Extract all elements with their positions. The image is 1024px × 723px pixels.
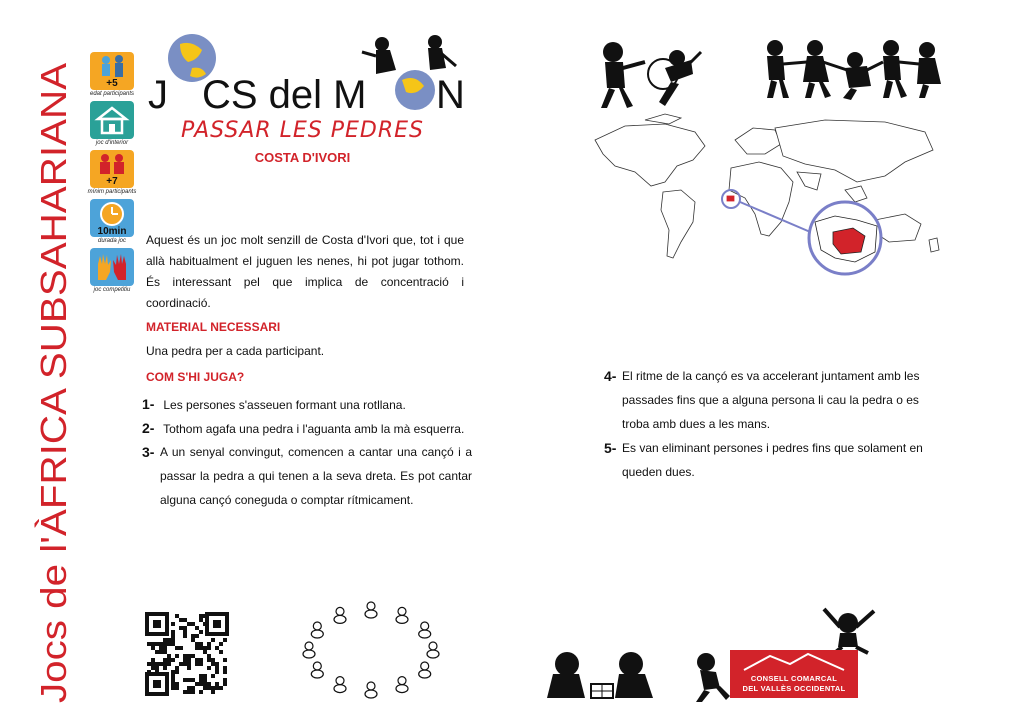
brand-j: J — [148, 73, 168, 117]
intro-text: Aquest és un joc molt senzill de Costa d'Ivori que, tot i que allà habitualment el juguen les nenes, hi pot jugar tothom. És interessant pel que implica de concentració i coordinació. — [146, 233, 464, 310]
step-3 — [142, 440, 472, 512]
step-4 — [604, 364, 934, 436]
seated-child — [336, 677, 344, 685]
step-5 — [604, 436, 934, 484]
seated-child — [367, 682, 375, 690]
step-number: 5- — [604, 440, 617, 456]
seated-child — [305, 642, 313, 650]
game-country: COSTA D'IVORI — [254, 150, 351, 165]
age-value: +5 — [106, 78, 118, 88]
seated-child — [398, 677, 406, 685]
seated-child — [421, 662, 429, 670]
seated-child-body — [427, 650, 439, 658]
step-number: 3- — [142, 444, 155, 460]
players-value: +7 — [106, 176, 118, 186]
council-line2: DEL VALLÈS OCCIDENTAL — [742, 684, 846, 693]
players-caption: mínim participants — [87, 189, 137, 195]
step-2 — [142, 416, 472, 441]
kid-jumping-illustration — [818, 605, 880, 655]
kids-dancing-illustration — [755, 38, 950, 100]
indoor-icon — [90, 101, 134, 139]
seated-child-body — [419, 630, 431, 638]
seated-child-body — [303, 650, 315, 658]
material-text: Una pedra per a cada participant. — [146, 344, 325, 358]
seated-child-body — [396, 615, 408, 623]
info-icons — [87, 52, 140, 297]
step-text: Es van eliminant persones i pedres fins que solament en queden dues. — [622, 441, 923, 479]
step-text: El ritme de la cançó es va accelerant juntament amb les passades fins que a alguna persona li cau la pedra o es troba amb dues a les mans. — [622, 369, 920, 431]
seated-child-body — [396, 685, 408, 693]
children-circle-illustration — [296, 600, 446, 700]
seated-child-body — [365, 690, 377, 698]
kids-board-game-illustration — [545, 640, 655, 702]
competitive-caption: joc competitiu — [93, 287, 131, 293]
game-title: PASSAR LES PEDRES — [180, 118, 425, 143]
step-text: Les persones s'asseuen formant una rotllana. — [163, 398, 406, 412]
brand-logo — [140, 30, 470, 120]
how-heading: COM S'HI JUGA? — [146, 370, 245, 384]
seated-child-body — [334, 685, 346, 693]
seated-child — [398, 607, 406, 615]
seated-child — [367, 602, 375, 610]
seated-child-body — [311, 670, 323, 678]
age-icon — [90, 52, 134, 90]
kids-playing-illustration — [595, 38, 710, 110]
hands-icon — [90, 248, 134, 286]
kids-figures-icon — [362, 35, 456, 74]
indoor-caption: joc d'interior — [95, 140, 129, 146]
series-title — [28, 38, 78, 708]
step-text: A un senyal convingut, comencen a cantar una cançó i a passar la pedra a qui tenen a la seva dreta. Es pot cantar alguna cançó coneguda o comptar rítmicament. — [160, 445, 472, 507]
step-number: 2- — [142, 420, 155, 436]
council-line1: CONSELL COMARCAL — [750, 674, 838, 683]
seated-child-body — [419, 670, 431, 678]
seated-child — [336, 607, 344, 615]
brand-n: N — [436, 73, 465, 117]
seated-child — [313, 662, 321, 670]
council-logo — [730, 650, 858, 698]
material-heading: MATERIAL NECESSARI — [146, 320, 281, 334]
seated-child-body — [334, 615, 346, 623]
age-caption: edat participants — [89, 91, 135, 97]
step-text: Tothom agafa una pedra i l'aguanta amb la mà esquerra. — [163, 422, 465, 436]
world-map — [585, 110, 965, 285]
series-title-text: Jocs de l'ÀFRICA SUBSAHARIANA — [33, 131, 74, 703]
duration-value: 10min — [97, 226, 127, 235]
seated-child — [313, 622, 321, 630]
seated-child-body — [311, 630, 323, 638]
seated-child — [429, 642, 437, 650]
kid-running-illustration — [690, 652, 730, 702]
step-number: 4- — [604, 368, 617, 384]
mountains-icon — [730, 650, 858, 672]
step-1 — [142, 392, 472, 417]
duration-caption: durada joc — [97, 238, 127, 244]
qr-code[interactable] — [145, 612, 229, 696]
players-icon — [90, 150, 134, 188]
clock-icon — [90, 199, 134, 237]
seated-child-body — [365, 610, 377, 618]
step-number: 1- — [142, 396, 155, 412]
brand-middle: CS del M — [202, 73, 367, 117]
seated-child — [421, 622, 429, 630]
